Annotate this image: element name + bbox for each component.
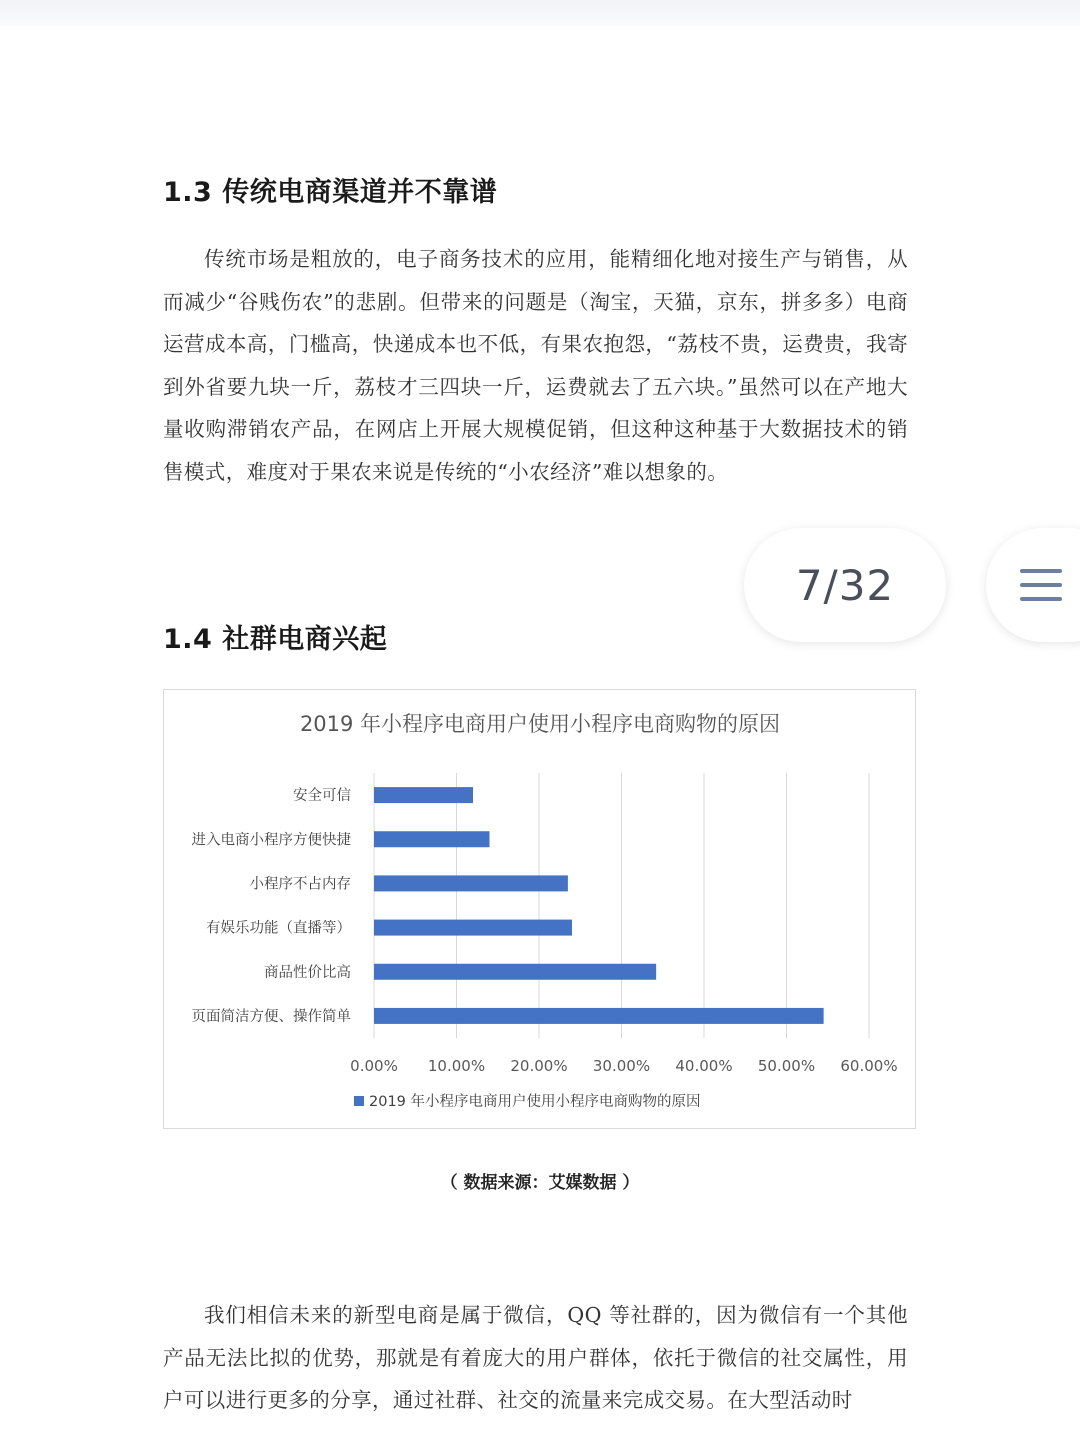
x-tick-label: 10.00% <box>427 1057 486 1075</box>
chart-svg <box>164 690 917 1130</box>
bar <box>374 787 473 803</box>
bar <box>374 1008 824 1024</box>
menu-button[interactable] <box>986 528 1080 642</box>
x-tick-label: 20.00% <box>510 1057 568 1075</box>
legend-swatch <box>354 1096 364 1106</box>
category-label: 页面简洁方便、操作简单 <box>191 1008 351 1025</box>
x-tick-label: 40.00% <box>675 1057 733 1075</box>
category-label: 商品性价比高 <box>264 964 351 981</box>
category-label: 小程序不占内存 <box>249 876 351 893</box>
section-heading-1-4: 1.4 社群电商兴起 <box>163 624 388 655</box>
chart-title: 2019 年小程序电商用户使用小程序电商购物的原因 <box>299 712 781 736</box>
bar-chart <box>163 689 916 1129</box>
section-heading-1-3: 1.3 传统电商渠道并不靠谱 <box>163 177 498 208</box>
legend-label: 2019 年小程序电商用户使用小程序电商购物的原因 <box>369 1094 701 1110</box>
x-tick-label: 50.00% <box>757 1057 816 1075</box>
x-tick-label: 30.00% <box>592 1057 651 1075</box>
bar <box>374 964 656 980</box>
x-tick-label: 60.00% <box>840 1057 898 1075</box>
x-tick-label: 0.00% <box>350 1057 398 1075</box>
category-label: 有娱乐功能（直播等） <box>206 920 351 937</box>
bar <box>374 831 490 847</box>
top-strip <box>0 0 1080 26</box>
closing-paragraph: 我们相信未来的新型电商是属于微信，QQ 等社群的，因为微信有一个其他产品无法比拟的优势，那就是有着庞大的用户群体，依托于微信的社交属性，用户可以进行更多的分享，通过社群、社交的流量来完成交易。在大型活动时 <box>163 1303 908 1412</box>
bar <box>374 920 572 936</box>
section-1-3-paragraph: 传统市场是粗放的，电子商务技术的应用，能精细化地对接生产与销售，从而减少“谷贱伤农”的悲剧。但带来的问题是（淘宝，天猫，京东，拼多多）电商运营成本高，门槛高，快递成本也不低，有果农抱怨，“荔枝不贵，运费贵，我寄到外省要九块一斤，荔枝才三四块一斤，运费就去了五六块。”虽然可以在产地大量收购滞销农产品，在网店上开展大规模促销，但这种这种基于大数据技术的销售模式，难度对于果农来说是传统的“小农经济”难以想象的。 <box>163 247 908 484</box>
category-label: 进入电商小程序方便快捷 <box>191 832 351 849</box>
bar <box>374 875 568 891</box>
data-source-caption: （ 数据来源：艾媒数据 ） <box>440 1173 640 1193</box>
page-indicator[interactable]: 7/32 <box>744 528 946 642</box>
category-label: 安全可信 <box>293 788 351 805</box>
